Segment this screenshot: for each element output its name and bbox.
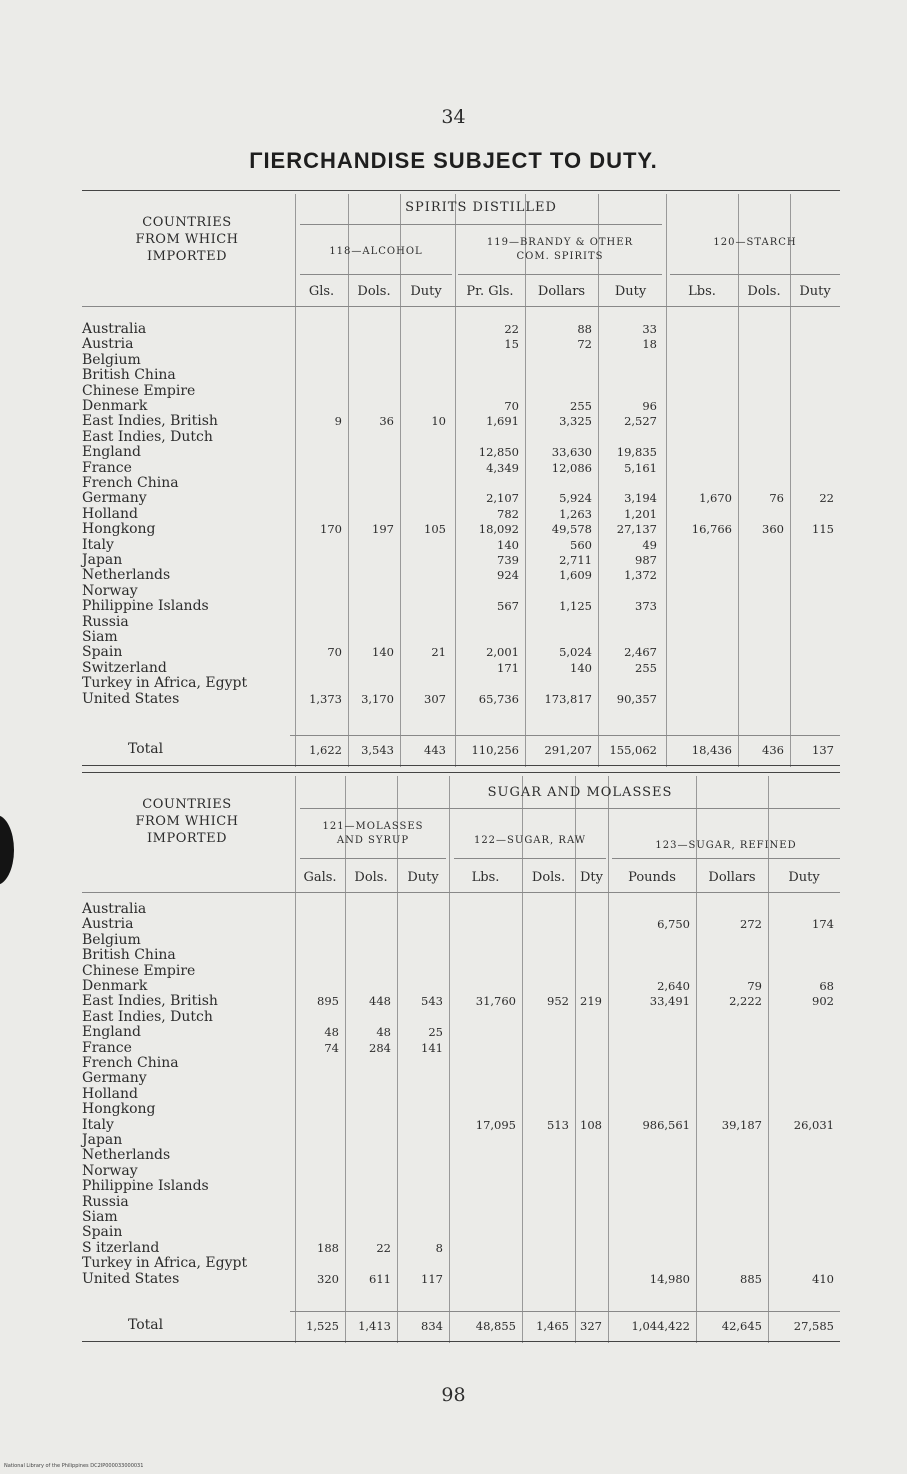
country-label: French China <box>82 1055 179 1071</box>
country-label: Philippine Islands <box>82 598 209 615</box>
table-top-rule <box>82 772 840 773</box>
country-label: East Indies, Dutch <box>82 1008 213 1025</box>
table-cell: 48 <box>376 1025 391 1040</box>
header-rule <box>670 274 840 275</box>
column-separator <box>522 776 523 1343</box>
subgroup-molasses: 121—MOLASSES <box>322 821 424 832</box>
country-label: British China <box>82 367 176 384</box>
country-label: British China <box>82 947 176 964</box>
country-label: Siam <box>82 629 118 645</box>
total-cell: 18,436 <box>691 743 732 757</box>
table-cell: 88 <box>577 322 592 336</box>
subgroup-brandy: 119—BRANDY & OTHER <box>486 237 634 248</box>
country-label: Germany <box>82 490 147 507</box>
country-label: East Indies, British <box>82 413 218 430</box>
column-separator <box>738 194 739 767</box>
column-header: Duty <box>407 870 439 885</box>
table-cell: 16,766 <box>691 522 732 537</box>
country-label: Holland <box>82 505 138 522</box>
table-cell: 924 <box>497 568 519 583</box>
country-label: Netherlands <box>82 567 171 584</box>
column-header: Pr. Gls. <box>466 284 514 299</box>
country-label: England <box>82 1024 142 1041</box>
table-cell: 76 <box>769 491 784 506</box>
table-cell: 5,924 <box>559 491 592 506</box>
page-number: 34 <box>441 106 466 128</box>
table-cell: 3,170 <box>361 691 394 706</box>
column-separator <box>598 194 599 767</box>
table-cell: 33 <box>642 322 657 336</box>
table-cell: 2,467 <box>624 645 657 660</box>
subgroup-brandy-2: COM. SPIRITS <box>516 251 604 262</box>
total-cell: 436 <box>762 743 784 757</box>
table-cell: 18 <box>642 337 657 352</box>
table-cell: 14,980 <box>649 1271 690 1286</box>
table-cell: 18,092 <box>478 522 519 537</box>
header-rule <box>300 274 452 275</box>
country-label: East Indies, British <box>82 993 218 1010</box>
country-label: Japan <box>82 552 123 568</box>
country-label: United States <box>82 690 180 707</box>
country-label: Turkey in Africa, Egypt <box>82 675 248 692</box>
table-cell: 65,736 <box>478 691 519 706</box>
table-cell: 410 <box>812 1271 834 1286</box>
total-cell: 443 <box>424 743 446 757</box>
table-cell: 611 <box>369 1271 391 1286</box>
total-cell: 137 <box>812 743 834 757</box>
table-cell: 141 <box>421 1040 443 1055</box>
country-label: Russia <box>82 613 129 630</box>
column-header: Dols. <box>747 284 781 299</box>
column-header: Gls. <box>308 284 335 299</box>
table-cell: 8 <box>435 1240 443 1255</box>
group-title-sugar: SUGAR AND MOLASSES <box>487 785 673 800</box>
column-header: Duty <box>788 870 820 885</box>
column-separator <box>768 776 769 1343</box>
binding-shadow <box>0 815 14 885</box>
table-cell: 36 <box>379 414 394 429</box>
table-cell: 10 <box>431 414 446 429</box>
country-label: Spain <box>82 644 123 661</box>
column-header: Duty <box>410 284 442 299</box>
table-cell: 1,691 <box>486 414 519 429</box>
table-cell: 6,750 <box>657 917 690 932</box>
total-cell: 3,543 <box>361 743 394 757</box>
country-label: Turkey in Africa, Egypt <box>82 1255 248 1272</box>
table-cell: 140 <box>570 660 592 675</box>
table-cell: 560 <box>570 537 592 552</box>
table-cell: 2,222 <box>729 994 762 1009</box>
country-label: United States <box>82 1270 180 1287</box>
table-cell: 255 <box>570 399 592 413</box>
table-cell: 1,125 <box>559 599 592 614</box>
table-cell: 2,107 <box>486 491 519 506</box>
table-cell: 26,031 <box>793 1117 834 1132</box>
country-label: S itzerland <box>82 1239 160 1256</box>
column-header: Lbs. <box>688 284 716 299</box>
country-label: Italy <box>82 1116 114 1133</box>
header-rule <box>612 858 840 859</box>
total-cell: 291,207 <box>544 743 592 757</box>
total-cell: 834 <box>421 1319 443 1333</box>
countries-header: COUNTRIES FROM WHICH IMPORTED <box>135 797 239 846</box>
table-cell: 902 <box>812 994 834 1009</box>
total-cell: 110,256 <box>471 743 519 757</box>
table-cell: 307 <box>424 691 446 706</box>
table-cell: 31,760 <box>475 994 516 1009</box>
group-title-spirits: SPIRITS DISTILLED <box>405 200 557 215</box>
table-cell: 90,357 <box>616 691 657 706</box>
total-cell: 48,855 <box>475 1319 516 1333</box>
subgroup-starch: 120—STARCH <box>713 237 797 248</box>
table-cell: 72 <box>577 337 592 352</box>
table-cell: 2,711 <box>559 553 592 567</box>
header-rule <box>458 274 662 275</box>
country-label: Norway <box>82 582 138 599</box>
column-header: Dollars <box>537 284 586 299</box>
total-label: Total <box>128 741 164 757</box>
country-label: French China <box>82 475 179 491</box>
footer-credit: National Library of the Philippines DC2IP000033000031 <box>4 1463 144 1469</box>
table-cell: 22 <box>376 1240 391 1255</box>
table-cell: 22 <box>819 491 834 506</box>
table-cell: 986,561 <box>642 1117 690 1132</box>
table-cell: 1,372 <box>624 568 657 583</box>
country-label: Russia <box>82 1193 129 1210</box>
total-label: Total <box>128 1317 164 1333</box>
column-separator <box>790 194 791 767</box>
country-label: Switzerland <box>82 659 167 676</box>
table-cell: 70 <box>327 645 342 660</box>
column-separator <box>608 776 609 1343</box>
table-cell: 895 <box>317 994 339 1009</box>
table-cell: 108 <box>580 1117 602 1132</box>
column-separator <box>575 776 576 1343</box>
subgroup-sugar-refined: 123—SUGAR, REFINED <box>655 840 797 851</box>
subgroup-sugar-raw: 122—SUGAR, RAW <box>473 835 587 846</box>
column-header: Duty <box>614 284 647 299</box>
table-cell: 1,609 <box>559 568 592 583</box>
table-cell: 885 <box>740 1271 762 1286</box>
table-cell: 12,086 <box>551 460 592 475</box>
table-cell: 373 <box>635 599 657 614</box>
country-label: Holland <box>82 1085 138 1102</box>
table-cell: 1,263 <box>559 506 592 521</box>
total-cell: 155,062 <box>609 743 657 757</box>
table-cell: 272 <box>740 917 762 932</box>
table-cell: 39,187 <box>721 1117 762 1132</box>
total-cell: 42,645 <box>721 1319 762 1333</box>
table-cell: 3,325 <box>559 414 592 429</box>
header-rule <box>300 808 840 809</box>
header-rule <box>300 858 446 859</box>
table-cell: 987 <box>635 553 657 567</box>
table-cell: 79 <box>747 979 762 993</box>
subgroup-molasses-2: AND SYRUP <box>336 835 410 846</box>
column-separator <box>345 776 346 1343</box>
table-cell: 284 <box>369 1040 391 1055</box>
table-cell: 21 <box>431 645 446 660</box>
totals-rule <box>290 1311 840 1312</box>
column-header: Dols. <box>357 284 391 299</box>
table-cell: 952 <box>547 994 569 1009</box>
country-label: Denmark <box>82 398 148 414</box>
country-label: Belgium <box>82 931 141 948</box>
table-cell: 74 <box>324 1040 339 1055</box>
total-cell: 1,525 <box>306 1319 339 1333</box>
table-cell: 9 <box>334 414 342 429</box>
table-cell: 171 <box>497 660 519 675</box>
country-label: Germany <box>82 1070 147 1087</box>
header-rule <box>454 858 606 859</box>
total-cell: 327 <box>580 1319 602 1333</box>
table-cell: 117 <box>421 1271 443 1286</box>
column-separator <box>295 776 296 1343</box>
table-cell: 448 <box>369 994 391 1009</box>
country-label: Austria <box>82 916 134 933</box>
subgroup-alcohol: 118—ALCOHOL <box>329 246 423 257</box>
table-cell: 739 <box>497 553 519 567</box>
total-cell: 1,622 <box>309 743 342 757</box>
total-cell: 1,465 <box>536 1319 569 1333</box>
table-cell: 1,670 <box>699 491 732 506</box>
column-header: Dols. <box>354 870 388 885</box>
table-cell: 197 <box>372 522 394 537</box>
column-header: Duty <box>799 284 831 299</box>
column-separator <box>449 776 450 1343</box>
column-header: Lbs. <box>471 870 500 885</box>
table-cell: 320 <box>317 1271 339 1286</box>
country-label: Australia <box>82 901 147 917</box>
column-separator <box>455 194 456 767</box>
country-label: Norway <box>82 1162 138 1179</box>
table-cell: 360 <box>762 522 784 537</box>
total-cell: 1,413 <box>358 1319 391 1333</box>
table-cell: 4,349 <box>486 460 519 475</box>
table-cell: 782 <box>497 506 519 521</box>
column-separator <box>696 776 697 1343</box>
column-header: Dols. <box>531 870 566 885</box>
table-cell: 170 <box>320 522 342 537</box>
column-separator <box>348 194 349 767</box>
table-cell: 49,578 <box>551 522 592 537</box>
country-label: France <box>82 1039 132 1056</box>
column-separator <box>400 194 401 767</box>
country-label: Belgium <box>82 351 141 368</box>
table-cell: 219 <box>580 994 602 1009</box>
table-cell: 188 <box>317 1240 339 1255</box>
country-label: Siam <box>82 1209 118 1225</box>
column-separator <box>295 194 296 767</box>
country-label: East Indies, Dutch <box>82 428 213 445</box>
country-label: France <box>82 459 132 476</box>
table-cell: 173,817 <box>544 691 592 706</box>
total-cell: 27,585 <box>793 1319 834 1333</box>
country-label: Chinese Empire <box>82 382 196 399</box>
page-title: ΓIERCHANDISE SUBJECT TO DUTY. <box>249 148 658 173</box>
table-cell: 567 <box>497 599 519 614</box>
table-cell: 255 <box>635 660 657 675</box>
table-cell: 5,024 <box>559 645 592 660</box>
table-cell: 140 <box>372 645 394 660</box>
country-label: Chinese Empire <box>82 962 196 979</box>
header-bottom-rule <box>82 306 840 307</box>
table-cell: 96 <box>642 399 657 413</box>
country-label: Italy <box>82 536 114 553</box>
table-cell: 25 <box>428 1025 443 1040</box>
table-top-rule <box>82 190 840 191</box>
country-label: Philippine Islands <box>82 1178 209 1195</box>
totals-rule <box>290 735 840 736</box>
table-cell: 19,835 <box>616 445 657 460</box>
table-cell: 12,850 <box>478 445 519 460</box>
table-cell: 22 <box>504 322 519 336</box>
table-bottom-rule <box>82 765 840 766</box>
table-cell: 543 <box>421 994 443 1009</box>
table-cell: 33,630 <box>551 445 592 460</box>
table-cell: 3,194 <box>624 491 657 506</box>
table-cell: 140 <box>497 537 519 552</box>
table-cell: 17,095 <box>475 1117 516 1132</box>
column-header: Gals. <box>303 870 337 885</box>
table-cell: 27,137 <box>616 522 657 537</box>
table-cell: 33,491 <box>649 994 690 1009</box>
table-cell: 513 <box>547 1117 569 1132</box>
country-label: England <box>82 444 142 461</box>
table-cell: 2,001 <box>486 645 519 660</box>
header-rule <box>300 224 662 225</box>
country-label: Netherlands <box>82 1147 171 1164</box>
table-cell: 5,161 <box>624 460 657 475</box>
table-bottom-rule <box>82 1341 840 1342</box>
column-separator <box>666 194 667 767</box>
table-cell: 48 <box>324 1025 339 1040</box>
table-cell: 70 <box>504 399 519 413</box>
column-separator <box>525 194 526 767</box>
column-header: Dollars <box>708 870 756 885</box>
table-cell: 115 <box>812 522 834 537</box>
country-label: Spain <box>82 1224 123 1241</box>
table-cell: 15 <box>504 337 519 352</box>
table-cell: 1,201 <box>624 506 657 521</box>
table-cell: 174 <box>812 917 834 932</box>
footer-page-number: 98 <box>441 1384 466 1406</box>
column-separator <box>397 776 398 1343</box>
column-header: Dty <box>580 870 603 885</box>
table-cell: 105 <box>424 522 446 537</box>
country-label: Hongkong <box>82 1101 156 1118</box>
table-cell: 68 <box>819 979 834 993</box>
country-label: Japan <box>82 1132 123 1148</box>
header-bottom-rule <box>82 892 840 893</box>
table-cell: 2,527 <box>624 414 657 429</box>
country-label: Australia <box>82 321 147 337</box>
table-cell: 2,640 <box>657 979 690 993</box>
country-label: Hongkong <box>82 521 156 538</box>
country-label: Denmark <box>82 978 148 994</box>
table-cell: 1,373 <box>309 691 342 706</box>
countries-header: COUNTRIES FROM WHICH IMPORTED <box>135 215 239 264</box>
table-cell: 49 <box>642 537 657 552</box>
total-cell: 1,044,422 <box>631 1319 690 1333</box>
country-label: Austria <box>82 336 134 353</box>
column-header: Pounds <box>628 870 676 885</box>
